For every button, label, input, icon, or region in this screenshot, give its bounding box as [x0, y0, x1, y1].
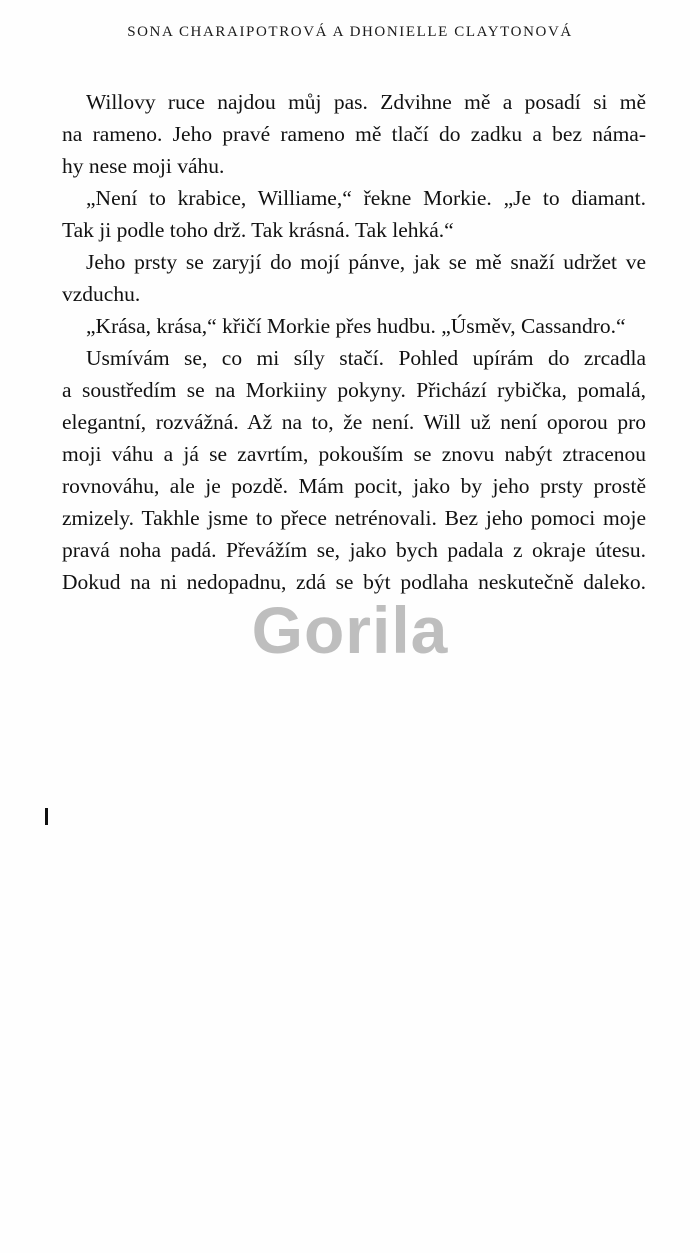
text-line: moji váhu a já se zavrtím, pokouším se znovu nabýt ztracenou [62, 442, 646, 466]
paragraph [62, 182, 646, 246]
running-head: SONA CHARAIPOTROVÁ A DHONIELLE CLAYTONOVÁ [127, 24, 573, 40]
text-line: vzduchu. [62, 282, 141, 306]
text-line: Willovy ruce najdou můj pas. Zdvihne mě a posadí si mě [86, 90, 646, 114]
text-line: „Není to krabice, Williame,“ řekne Morkie. „Je to diamant. [86, 186, 646, 210]
margin-mark [45, 808, 48, 825]
text-line: Usmívám se, co mi síly stačí. Pohled upírám do zrcadla [86, 346, 646, 370]
paragraph [62, 342, 646, 598]
text-line: Jeho prsty se zaryjí do mojí pánve, jak se mě snaží udržet ve [86, 250, 646, 274]
paragraph [62, 246, 646, 310]
body-text [62, 86, 646, 598]
text-line: elegantní, rozvážná. Až na to, že není. Will už není oporou pro [62, 410, 646, 434]
paragraph [62, 310, 646, 342]
text-line: na rameno. Jeho pravé rameno mě tlačí do zadku a bez náma- [62, 122, 646, 146]
text-line: pravá noha padá. Převážím se, jako bych padala z okraje útesu. [62, 538, 646, 562]
watermark-logo: Gorila [251, 593, 449, 667]
text-line: „Krása, krása,“ křičí Morkie přes hudbu. „Úsměv, Cassandro.“ [86, 314, 626, 338]
text-line: Dokud na ni nedopadnu, zdá se být podlaha neskutečně daleko. [62, 570, 646, 594]
text-line: zmizely. Takhle jsme to přece netrénovali. Bez jeho pomoci moje [62, 506, 646, 530]
text-line: a soustředím se na Morkiiny pokyny. Přichází rybička, pomalá, [62, 378, 646, 402]
text-line: rovnováhu, ale je pozdě. Mám pocit, jako by jeho prsty prostě [62, 474, 646, 498]
paragraph [62, 86, 646, 182]
text-line: Tak ji podle toho drž. Tak krásná. Tak lehká.“ [62, 218, 454, 242]
text-line: hy nese moji váhu. [62, 154, 225, 178]
